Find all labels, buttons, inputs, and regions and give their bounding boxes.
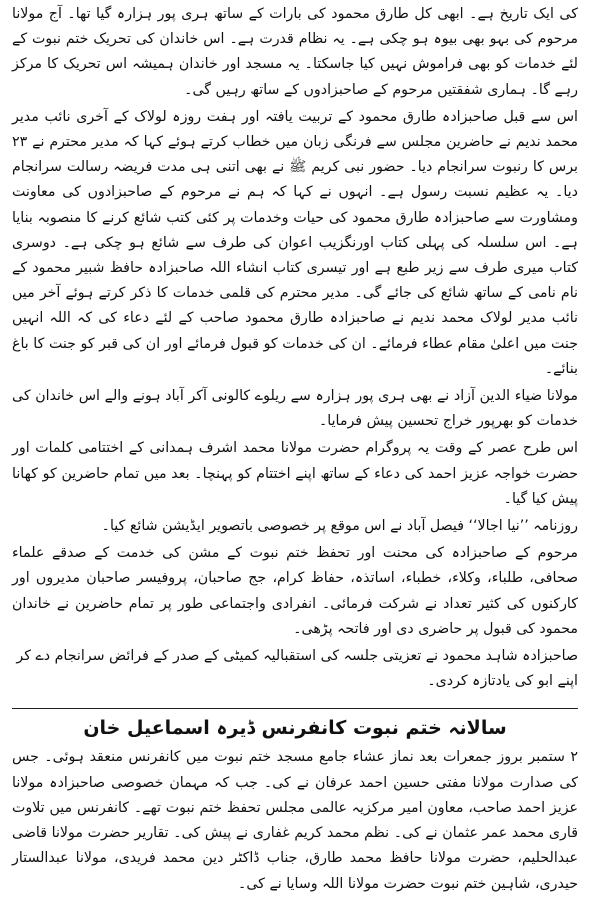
article-conference-report: [12, 713, 578, 896]
paragraph-shahid-mahmood: صاحبزادہ شاہد محمود نے تعزیتی جلسہ کی استقبالیہ کمیٹی کے صدر کے فرائض سرانجام دے کر اپنے ابو کی یادتازہ کردی۔: [16, 648, 578, 690]
paragraph-attendance: مرحوم کے صاحبزادہ کی محنت اور تحفظ ختم نبوت کے مشن کی خدمت کے صدقے علماء صحافی، طلباء، وکلاء، خطباء، اساتذہ، حفاظ کرام، جج صاحبان، پروفیسر صاحبان مدیروں اور کارکنوں کی کثیر تعداد نے شرکت فرمائی۔ انفرادی واجتماعی طور پر تمام حاضرین نے خاندان محمود کی قبول پر حاضری دی اور فاتحہ پڑھی۔: [12, 545, 578, 637]
paragraph-azad-tribute: مولانا ضیاء الدین آزاد نے بھی ہری پور ہزارہ سے ریلوے کالونی آکر آباد ہونے والے اس خاندان کی خدمات کو بھرپور خراج تحسین پیش فرمایا۔: [12, 388, 578, 430]
paragraph-nadeem-speech: اس سے قبل صاحبزادہ طارق محمود کے تربیت یافتہ اور ہفت روزہ لولاک کے آخری نائب مدیر محمد ندیم نے حاضرین مجلس سے فرنگی زبان میں خطاب کرتے ہوئے کہا کہ مدیر محترم نے ۲۳ برس کا رنبوت سرانجام دیا۔ حضور نبی کریم ﷺ نے بھی اتنی ہی مدت فریضہ رسالت سرانجام دیا۔ یہ عظیم نسبت رسول ہے۔ انہوں نے کہا کہ ہم نے مرحوم کے صاحبزادوں کی معاونت ومشاورت سے صاحبزادہ طارق محمود کی حیات وخدمات پر کئی کتب شائع کرنے کا منصوبہ بنایا ہے۔ اس سلسلہ کی پہلی کتاب اورنگزیب اعوان کی طرف سے شائع ہو چکی ہے۔ دوسری کتاب میری طرف سے زیر طبع ہے اور تیسری کتاب انشاء اللہ صاحبزادہ حافظ شبیر محمود کے نام نامی کے ساتھ شائع کی جائے گی۔ مدیر محترم کی قلمی خدمات کا ذکر کرتے ہوئے آخر میں نائب مدیر لولاک محمد ندیم نے صاحبزادہ طارق محمود صاحب کے لئے دعاء کی کہ اللہ انہیں جنت میں اعلیٰ مقام عطاء فرمائے۔ ان کی خدمات کو قبول فرمائے اور ان کی قبر کو جنت کا باغ بنائے۔: [12, 108, 578, 377]
section-divider: [12, 708, 578, 709]
paragraph-opening: کی ایک تاریخ ہے۔ ابھی کل طارق محمود کی بارات کے ساتھ ہری پور ہزارہ گیا تھا۔ آج مولانا مرحوم کی بہو بھی بیوہ ہو چکی ہے۔ یہ نظام قدرت ہے۔ اس خاندان کی تحریک ختم نبوت کے لئے خدمات کو بھی فراموش نہیں کیا جاسکتا۔ یہ مسجد اور خاندان ہمیشہ اس تحریک کا مرکز رہے گا۔ ہماری شفقتیں مرحوم کے صاحبزادوں کے ساتھ رہیں گی۔: [12, 6, 578, 98]
article-memorial-report: [12, 2, 578, 694]
paragraph-closing-program: اس طرح عصر کے وقت یہ پروگرام حضرت مولانا محمد اشرف ہمدانی کے اختتامی کلمات اور حضرت خواجہ عزیز احمد کی دعاء کے ساتھ اپنے اختتام کو پہنچا۔ بعد میں تمام حاضرین کو کھانا پیش کیا گیا۔: [12, 440, 578, 507]
conference-heading: سالانہ ختم نبوت کانفرنس ڈیرہ اسماعیل خان: [83, 717, 507, 740]
paragraph-conference-body: ۲ ستمبر بروز جمعرات بعد نماز عشاء جامع مسجد ختم نبوت میں کانفرنس منعقد ہوئی۔ جس کی صدارت مولانا مفتی حسین احمد عرفان نے کی۔ جب کہ مہمان خصوصی صاحبزادہ مولانا عزیز احمد صاحب، معاون امیر مرکزیہ عالمی مجلس تحفظ ختم نبوت تھے۔ کانفرنس میں تلاوت قاری محمد عمر عثمان نے کی۔ نظم محمد کریم غفاری نے پیش کی۔ تقاریر حضرت مولانا قاضی عبدالحلیم، حضرت مولانا حافظ محمد طارق، جناب ڈاکٹر دین محمد فریدی، مولانا عبدالستار حیدری، شاہین ختم نبوت حضرت مولانا اللہ وسایا نے کی۔: [12, 749, 578, 892]
paragraph-newspaper-edition: روزنامہ ’’نیا اجالا‘‘ فیصل آباد نے اس موقع پر خصوصی باتصویر ایڈیشن شائع کیا۔: [101, 518, 578, 535]
